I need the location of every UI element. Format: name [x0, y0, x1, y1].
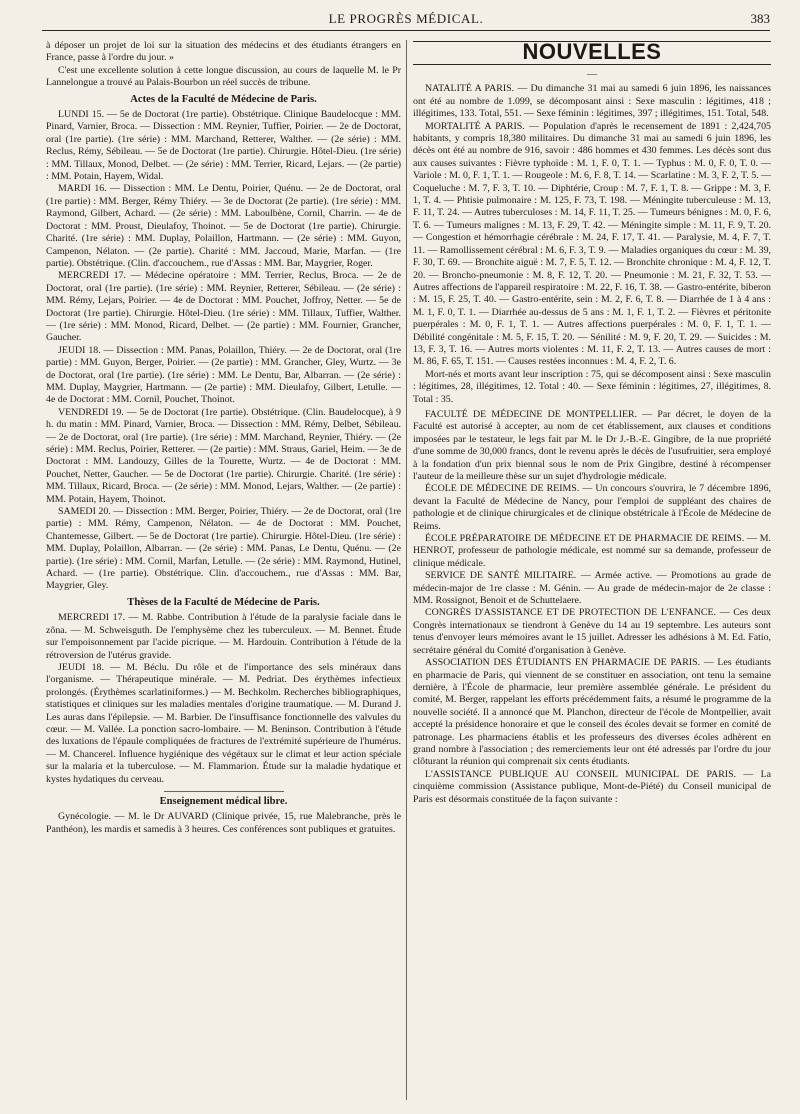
running-title: LE PROGRÈS MÉDICAL. [328, 11, 484, 26]
left-column [46, 40, 401, 1100]
enseignement-entry: Gynécologie. — M. le Dr AUVARD (Clinique privée, 15, rue Malebranche, près le Panthéon), les mardis et samedis à 3 heures. Ces conférences sont publiques et gratuites. [46, 811, 401, 835]
news-item: CONGRÈS D'ASSISTANCE ET DE PROTECTION DE L'ENFANCE. — Ces deux Congrès internationaux se tiendront à Genève du 14 au 19 septembre. Les auteurs sont tenus d'envoyer leurs mémoires avant le 15 juillet. Adresser les adhésions à M. Ed. Fatio, secrétaire général du Comité d'organisation à Genève. [413, 607, 771, 656]
actes-entry: JEUDI 18. — Dissection : MM. Panas, Polaillon, Thiéry. — 2e de Doctorat, oral (1re partie) : MM. Guyon, Berger, Poirier. — (2e partie) : MM. Grancher, Gley, Wurtz. — 3e de Doctorat, oral (1re partie). (1re série) : MM. Le Dentu, Bar, Albarran. — (2e série) : MM. Duplay, Maygrier, Hartmann. — (2e partie) : MM. Dieulafoy, Gilbert, Letulle. — 4e de Doctorat : MM. Cornil, Pouchet, Thoinot. [46, 344, 401, 406]
column-divider [406, 40, 407, 1100]
actes-entry: MERCREDI 17. — Médecine opératoire : MM. Terrier, Reclus, Broca. — 2e de Doctorat, oral (1re partie). (1re série) : MM. Reynier, Retterer, Sébileau. — (2e série) : MM. Rémy, Lejars, Poirier. — 4e de Doctorat : MM. Pouchet, Joffroy, Netter. — 5e de Doctorat (1re partie). Chirurgie. Hôtel-Dieu. (1re série) : MM. Tillaux, Tuffier, Walther. — (1re série) : MM. Monod, Ricard, Delbet. — (2e partie) : MM. Fournier, Grancher, Gaucher. [46, 270, 401, 344]
actes-entry: SAMEDI 20. — Dissection : MM. Berger, Poirier, Thiéry. — 2e de Doctorat, oral (1re partie) : MM. Rémy, Campenon, Nélaton. — 4e de Doctorat : MM. Pouchet, Chantemesse, Gilbert. — 5e de Doctorat (1re partie). Chirurgie. Hôtel-Dieu. (1re série) : MM. Duplay, Polaillon, Albarran. — (2e série) : MM. Panas, Le Dentu, Quénu. — (2e partie). (1re série) : MM. Cornil, Marfan, Letulle. — (2e série) : MM. Raymond, Hutinel, Achard. — (1re partie). Obstétrique. Clin. d'accouchem., rue d'Assas : MM. Bar, Maygrier, Gley. [46, 506, 401, 592]
news-item: Mort-nés et morts avant leur inscription : 75, qui se décomposent ainsi : Sexe masculin : légitimes, 28, illégitimes, 12. Total : 40. — Sexe féminin : légitimes, 27, illégitimes, 8. Total : 35. [413, 368, 771, 405]
section-title-enseignement: Enseignement médical libre. [159, 795, 288, 807]
news-item: L'ASSISTANCE PUBLIQUE AU CONSEIL MUNICIPAL DE PARIS. — La cinquième commission (Assistance publique, Mont-de-Piété) du Conseil municipal de Paris est désormais constituée de la façon suivante : [413, 768, 771, 805]
news-item: ASSOCIATION DES ÉTUDIANTS EN PHARMACIE DE PARIS. — Les étudiants en pharmacie de Paris, qui viennent de se constituer en association, ont tenu la semaine dernière, à l'École de pharmacie, leur première assemblée générale. Le président du comité, M. Berger, rappelant les efforts précédemment faits, a résumé le programme de la nouvelle société. Il a annoncé que M. Planchon, directeur de l'école de Montpellier, avait accepté la présidence honoraire et que le conseil des écoles devait se former en comité de patronage. Les pharmaciens établis et les professeurs des diverses écoles adhèrent en grand nombre à l'association ; des remerciements leur ont été adressés par l'ordre du jour clôturant la réunion qui comprenait six cents étudiants. [413, 657, 771, 768]
theses-entry: JEUDI 18. — M. Béclu. Du rôle et de l'importance des sels minéraux dans l'organisme. — Thérapeutique minérale. — M. Pedriat. Des érythèmes infectieux prolongés. (Érythèmes scarlatiniformes.) — M. Bechkolm. Recherches bibliographiques, statistiques et cliniques sur les maladies mentales d'origine traumatique. — M. Durand J. Les auras dans l'épilepsie. — M. Barbier. De l'insuffisance fonctionnelle des valvules du cœur. — M. Vallée. La ponction sacro-lombaire. — M. Beninson. Contribution à l'étude des luxations de l'épaule compliquées de fractures de l'extrémité supérieure de l'humérus. — M. Chancerel. Influence hygiénique des végétaux sur le climat et leur action spéciale sur la malaria et la tuberculose. — M. Flammarion. Étude sur la maladie hydatique et kystes hydatiques du cerveau. [46, 661, 401, 785]
actes-entry: LUNDI 15. — 5e de Doctorat (1re partie). Obstétrique. Clinique Baudelocque : MM. Pinard, Varnier, Broca. — Dissection : MM. Reynier, Tuffier, Poirier. — 2e de Doctorat, oral (1re partie). (1re série) : MM. Marchand, Retterer, Walther. — (2e série) : MM. Reclus, Rémy, Sébileau. — 5e de Doctorat (1re partie). Chirurgie. Hôtel-Dieu. (1re série) : MM. Tillaux, Monod, Delbet. — (2e série) : MM. Terrier, Ricard, Lejars. — (2e partie) : MM. Potain, Hayem, Widal. [46, 109, 401, 183]
nouvelles-title: NOUVELLES [413, 41, 771, 65]
news-item: MORTALITÉ A PARIS. — Population d'après le recensement de 1891 : 2,424,705 habitants, y compris 18,380 militaires. Du dimanche 31 mai au samedi 6 juin 1896, les décès ont été au nombre de 916, savoir : 486 hommes et 430 femmes. Les décès sont dus aux causes suivantes : Fièvre typhoïde : M. 1, F. 0, T. 1. — Typhus : M. 0, F. 0, T. 0. — Variole : M. 0, F. 1, T. 1. — Rougeole : M. 6, F. 8, T. 14. — Scarlatine : M. 3, F. 2, T. 5. — Coqueluche : M. 7, F. 3, T. 10. — Diphtérie, Croup : M. 7, F. 1, T. 8. — Grippe : M. 3, F. 1, T. 4. — Phtisie pulmonaire : M. 125, F. 73, T. 198. — Méningite tuberculeuse : M. 13, F. 11, T. 24. — Autres tuberculoses : M. 14, F. 11, T. 25. — Tumeurs bénignes : M. 0, F. 6, T. 6. — Tumeurs malignes : M. 13, F. 29, T. 42. — Méningite simple : M. 11, F. 9, T. 20. — Congestion et hémorrhagie cérébrale : M. 24, F. 17, T. 41. — Paralysie, M. 4, F. 7, T. 11. — Ramollissement cérébral : M. 6, F. 3, T. 9. — Maladies organiques du cœur : M. 39, F. 30, T. 69. — Bronchite aiguë : M. 7, F. 5, T. 12. — Bronchite chronique : M. 4, F. 12, T. 20. — Broncho-pneumonie : M. 8, F. 12, T. 20. — Pneumonie : M. 21, F. 32, T. 53. — Autres affections de l'appareil respiratoire : M. 22, F. 16, T. 38. — Gastro-entérite, biberon : M. 15, F. 25, T. 40. — Gastro-entérite, sein : M. 2, F. 6, T. 8. — Diarrhée de 1 à 4 ans : M. 1, F. 0, T. 1. — Diarrhée au-dessus de 5 ans : M. 1, F. 1, T. 2. — Fièvres et péritonite puerpérales : M. 0, F. 1, T. 1. — Autres affections puerpérales : M. 0, F. 1, T. 1. — Débilité congénitale : M. 5, F. 15, T. 20. — Sénilité : M. 9, F. 20, T. 29. — Suicides : M. 13, F. 3, T. 16. — Autres morts violentes : M. 11, F. 2, T. 13. — Autres causes de mort : M. 86, F. 65, T. 151. — Causes restées inconnues : M. 4, F. 2, T. 6. [413, 120, 771, 368]
actes-entry: MARDI 16. — Dissection : MM. Le Dentu, Poirier, Quénu. — 2e de Doctorat, oral (1re partie) : MM. Berger, Rémy Thiéry. — 3e de Doctorat (2e partie). (1re série) : MM. Raymond, Gilbert, Achard. — (2e série) : MM. Laboulbène, Cornil, Charrin. — 4e de Doctorat : MM. Proust, Dieulafoy, Thoinot. — 5e de Doctorat (1re partie). Chirurgie. Charité. (1re série) : MM. Duplay, Polaillon, Hartmann. — (2e série) : MM. Guyon, Campenon, Nélaton. — (2e partie). Charité : MM. Jaccoud, Marie, Marfan. — (1re partie). Obstétrique. (Clin. d'accouchem., rue d'Assas : MM. Bar, Maygrier, Roger. [46, 183, 401, 269]
actes-entry: VENDREDI 19. — 5e de Doctorat (1re partie). Obstétrique. (Clin. Baudelocque), à 9 h. du matin : MM. Pinard, Varnier, Broca. — Dissection : MM. Rémy, Delbet, Sébileau. — 2e de Doctorat, oral (1re partie). (1re série) : MM. Marchand, Reynier, Thiéry. — (2e série) : MM. Reclus, Poirier, Retterer. — (2e partie) : MM. Straus, Gariel, Heim. — 3e de Doctorat : MM. Landouzy, Gilles de la Tourette, Wurtz. — 4e de Doctorat : MM. Pouchet, Netter, Gaucher. — 5e de Doctorat (1re partie). Chirurgie. Charité. (1re série) : MM. Tillaux, Ricard, Broca. — (2e série) : MM. Monod, Lejars, Walther. — (2e partie) : MM. Potain, Hayem, Thoinot. [46, 406, 401, 505]
section-title-theses: Thèses de la Faculté de Médecine de Paris. [127, 596, 320, 608]
news-item: NATALITÉ A PARIS. — Du dimanche 31 mai au samedi 6 juin 1896, les naissances ont été au nombre de 1.099, se décomposant ainsi : Sexe masculin : légitimes, 418 ; illégitimes, 133. Total, 551. — Sexe féminin : légitimes, 397 ; illégitimes, 151. Total, 548. [413, 83, 771, 120]
paragraph: C'est une excellente solution à cette longue discussion, au cours de laquelle M. le Pr Lannelongue a trouvé au Palais-Bourbon un réel succès de tribune. [46, 64, 401, 89]
section-divider [164, 791, 284, 792]
page-header [42, 8, 770, 31]
section-title-actes: Actes de la Faculté de Médecine de Paris. [130, 93, 317, 105]
news-item: ÉCOLE DE MÉDECINE DE REIMS. — Un concours s'ouvrira, le 7 décembre 1896, devant la Faculté de Médecine de Nancy, pour l'emploi de suppléant des chaires de pathologie et de clinique chirurgicales et de clinique obstétricale à l'École de Médecine de Reims. [413, 483, 771, 532]
news-item: FACULTÉ DE MÉDECINE DE MONTPELLIER. — Par décret, le doyen de la Faculté est autorisé à accepter, au nom de cet établissement, aux clauses et conditions imposées par le testateur, le legs fait par M. le Dr J.-B.-E. Gingibre, de la nue propriété d'une somme de 30,000 francs, dont le revenu après le décès de l'usufruitier, sera employé à la fondation d'un prix biennal sous le nom de Prix Gingibre, destiné à récompenser l'auteur de la meilleure thèse sur un sujet d'hydrologie médicale. [413, 408, 771, 482]
theses-entry: MERCREDI 17. — M. Rabbe. Contribution à l'étude de la paralysie faciale dans le zôna. — M. Schweisguth. De l'emphysème chez les tuberculeux. — M. Bennet. Étude sur l'empoisonnement par l'acide picrique. — M. Hardouin. Contribution à l'étude de la rétroversion de l'utérus gravide. [46, 612, 401, 661]
page-number: 383 [750, 11, 770, 26]
news-item: SERVICE DE SANTÉ MILITAIRE. — Armée active. — Promotions au grade de médecin-major de 1re classe : M. Génin. — Au grade de médecin-major de 2e classe : MM. Rossignot, Benoit et de Schuttelaere. [413, 570, 771, 607]
right-column [413, 40, 771, 1100]
title-dash: — [587, 69, 597, 81]
paragraph: à déposer un projet de loi sur la situation des médecins et des étudiants étrangers en France, passe à l'ordre du jour. » [46, 40, 401, 64]
news-item: ÉCOLE PRÉPARATOIRE DE MÉDECINE ET DE PHARMACIE DE REIMS. — M. HENROT, professeur de pathologie médicale, est nommé sur sa demande, professeur de clinique médicale. [413, 533, 771, 569]
